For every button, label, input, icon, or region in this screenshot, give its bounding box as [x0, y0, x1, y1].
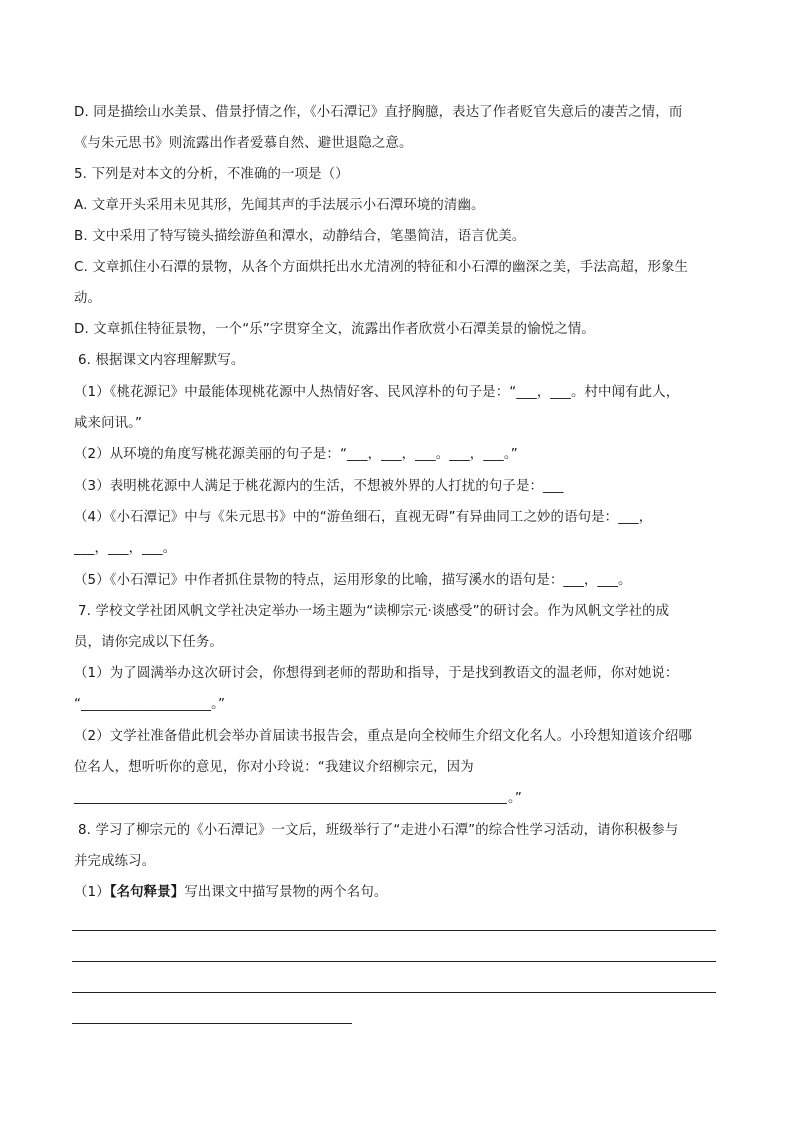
question-8-stem-line-1: 8. 学习了柳宗元的《小石潭记》一文后，班级举行了“走进小石潭”的综合性学习活动，请你积极参与 — [78, 823, 679, 838]
question-8-item-1-prompt: 写出课文中描写景物的两个名句。 — [184, 885, 388, 900]
question-5-option-a: A. 文章开头采用未见其形，先闻其声的手法展示小石潭环境的清幽。 — [74, 198, 485, 213]
question-7-stem-line-1: 7. 学校文学社团风帆文学社决定举办一场主题为“读柳宗元·谈感受”的研讨会。作为风帆文学社的成 — [78, 604, 670, 619]
question-7-item-2-line-2: 位名人，想听听你的意见，你对小玲说：“我建议介绍柳宗元，因为 — [74, 760, 474, 775]
question-6-stem: 6. 根据课文内容理解默写。 — [78, 353, 245, 368]
question-8-item-1-number: （1） — [74, 885, 110, 900]
question-7-item-2-closing: 。” — [508, 791, 522, 806]
answer-line-2[interactable] — [72, 961, 716, 962]
answer-line-4[interactable] — [72, 1023, 352, 1024]
question-6-item-1-line-2: 咸来问讯。” — [74, 416, 143, 431]
question-5-option-c-line-2: 动。 — [74, 291, 102, 306]
question-8-stem-line-2: 并完成练习。 — [74, 854, 156, 869]
question-7-stem-line-2: 员，请你完成以下任务。 — [74, 635, 223, 650]
question-5-stem: 5. 下列是对本文的分析，不准确的一项是（） — [74, 167, 349, 182]
question-7-item-1-answer: “___________________。” — [74, 697, 226, 712]
question-6-item-4-line-2: ___，___，___。 — [74, 541, 177, 556]
question-7-item-1-line-1: （1）为了圆满举办这次研讨会，你想得到老师的帮助和指导，于是找到教语文的温老师，你对她说： — [74, 666, 679, 681]
question-6-item-5: （5）《小石潭记》中作者抓住景物的特点，运用形象的比喻，描写溪水的语句是：___，___。 — [74, 573, 632, 588]
question-5-option-c-line-1: C. 文章抓住小石潭的景物，从各个方面烘托出水尤清冽的特征和小石潭的幽深之美，手法高超，形象生 — [74, 260, 689, 275]
question-5-option-b: B. 文中采用了特写镜头描绘游鱼和潭水，动静结合，笔墨简洁，语言优美。 — [74, 229, 526, 244]
question-7-answer-line[interactable] — [74, 803, 507, 804]
question-6-item-1-line-1: （1）《桃花源记》中最能体现桃花源中人热情好客、民风淳朴的句子是：“___，___。村中闻有此人， — [74, 385, 680, 400]
question-5-option-d: D. 文章抓住特征景物，一个“乐”字贯穿全文，流露出作者欣赏小石潭美景的愉悦之情。 — [74, 322, 595, 337]
question-6-item-2: （2）从环境的角度写桃花源美丽的句子是：“___，___，___。___，___。” — [74, 447, 518, 462]
option-d-line-1: D. 同是描绘山水美景、借景抒情之作，《小石潭记》直抒胸臆，表达了作者贬官失意后的凄苦之情，而 — [74, 105, 683, 120]
question-8-item-1 — [74, 884, 387, 902]
answer-line-3[interactable] — [72, 992, 716, 993]
question-6-item-3: （3）表明桃花源中人满足于桃花源内的生活，不想被外界的人打扰的句子是：___ — [74, 479, 564, 494]
question-8-item-1-title: 【名句释景】 — [109, 885, 185, 900]
answer-line-1[interactable] — [72, 930, 716, 931]
question-7-item-2-line-1: （2）文学社准备借此机会举办首届读书报告会，重点是向全校师生介绍文化名人。小玲想知道该介绍哪 — [74, 729, 692, 744]
option-d-line-2: 《与朱元思书》则流露出作者爱慕自然、避世退隐之意。 — [74, 136, 413, 151]
question-6-item-4-line-1: （4）《小石潭记》中与《朱元思书》中的“游鱼细石，直视无碍”有异曲同工之妙的语句是：___， — [74, 510, 653, 525]
